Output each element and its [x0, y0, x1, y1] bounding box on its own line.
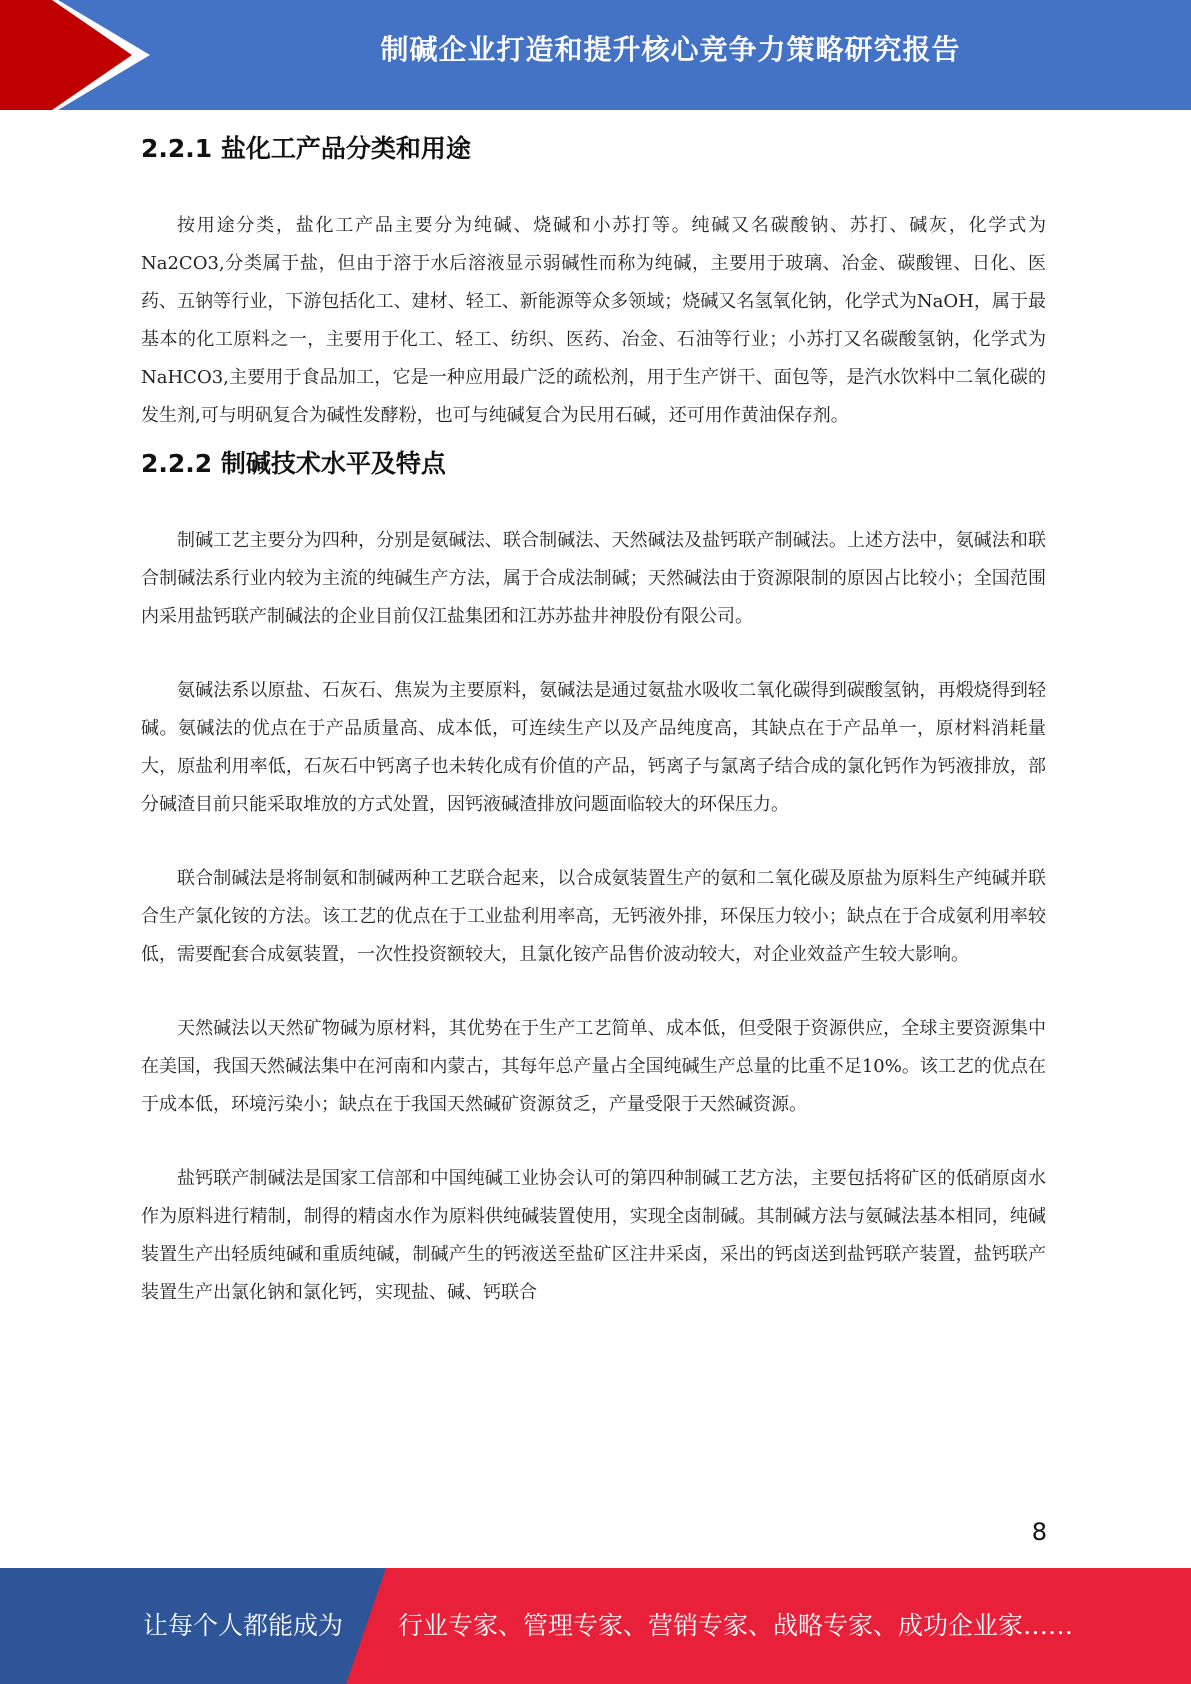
page-footer	[0, 1568, 1191, 1684]
paragraph-natural-soda: 天然碱法以天然矿物碱为原材料，其优势在于生产工艺简单、成本低，但受限于资源供应，全球主要资源集中在美国，我国天然碱法集中在河南和内蒙古，其每年总产量占全国纯碱生产总量的比重不足10%。该工艺的优点在于成本低，环境污染小；缺点在于我国天然碱矿资源贫乏，产量受限于天然碱资源。	[141, 1018, 1046, 1115]
footer-slogan-left: 让每个人都能成为	[143, 1611, 344, 1640]
paragraph-process-overview: 制碱工艺主要分为四种，分别是氨碱法、联合制碱法、天然碱法及盐钙联产制碱法。上述方法中，氨碱法和联合制碱法系行业内较为主流的纯碱生产方法，属于合成法制碱；天然碱法由于资源限制的原因占比较小；全国范围内采用盐钙联产制碱法的企业目前仅江盐集团和江苏苏盐井神股份有限公司。	[141, 530, 1046, 627]
document-body	[141, 120, 1046, 1312]
red-chevron-decoration	[0, 0, 160, 110]
report-title: 制碱企业打造和提升核心竞争力策略研究报告	[380, 33, 961, 66]
paragraph-product-uses: 按用途分类，盐化工产品主要分为纯碱、烧碱和小苏打等。纯碱又名碳酸钠、苏打、碱灰，化学式为Na2CO3,分类属于盐，但由于溶于水后溶液显示弱碱性而称为纯碱，主要用于玻璃、冶金、碳酸锂、日化、医药、五钠等行业，下游包括化工、建材、轻工、新能源等众多领域；烧碱又名氢氧化钠，化学式为NaOH，属于最基本的化工原料之一，主要用于化工、轻工、纺织、医药、冶金、石油等行业；小苏打又名碳酸氢钠，化学式为NaHCO3,主要用于食品加工，它是一种应用最广泛的疏松剂，用于生产饼干、面包等，是汽水饮料中二氧化碳的发生剂,可与明矾复合为碱性发酵粉，也可与纯碱复合为民用石碱，还可用作黄油保存剂。	[141, 215, 1046, 426]
paragraph-ammonia-soda: 氨碱法系以原盐、石灰石、焦炭为主要原料，氨碱法是通过氨盐水吸收二氧化碳得到碳酸氢钠，再煅烧得到轻碱。氨碱法的优点在于产品质量高、成本低，可连续生产以及产品纯度高，其缺点在于产品单一，原材料消耗量大，原盐利用率低，石灰石中钙离子也未转化成有价值的产品，钙离子与氯离子结合成的氯化钙作为钙液排放，部分碱渣目前只能采取堆放的方式处置，因钙液碱渣排放问题面临较大的环保压力。	[141, 680, 1046, 815]
footer-slogan-right: 行业专家、管理专家、营销专家、战略专家、成功企业家……	[398, 1611, 1074, 1640]
section-heading-2-2-1: 2.2.1 盐化工产品分类和用途	[141, 134, 471, 163]
section-heading-2-2-2: 2.2.2 制碱技术水平及特点	[141, 449, 446, 478]
page-number: 8	[1031, 1518, 1047, 1546]
paragraph-salt-calcium: 盐钙联产制碱法是国家工信部和中国纯碱工业协会认可的第四种制碱工艺方法，主要包括将矿区的低硝原卤水作为原料进行精制，制得的精卤水作为原料供纯碱装置使用，实现全卤制碱。其制碱方法与氨碱法基本相同，纯碱装置生产出轻质纯碱和重质纯碱，制碱产生的钙液送至盐矿区注井采卤，采出的钙卤送到盐钙联产装置，盐钙联产装置生产出氯化钠和氯化钙，实现盐、碱、钙联合	[141, 1168, 1046, 1303]
paragraph-combined-soda: 联合制碱法是将制氨和制碱两种工艺联合起来，以合成氨装置生产的氨和二氧化碳及原盐为原料生产纯碱并联合生产氯化铵的方法。该工艺的优点在于工业盐利用率高，无钙液外排，环保压力较小；缺点在于合成氨利用率较低，需要配套合成氨装置，一次性投资额较大，且氯化铵产品售价波动较大，对企业效益产生较大影响。	[141, 868, 1046, 965]
page-header	[0, 0, 1191, 110]
